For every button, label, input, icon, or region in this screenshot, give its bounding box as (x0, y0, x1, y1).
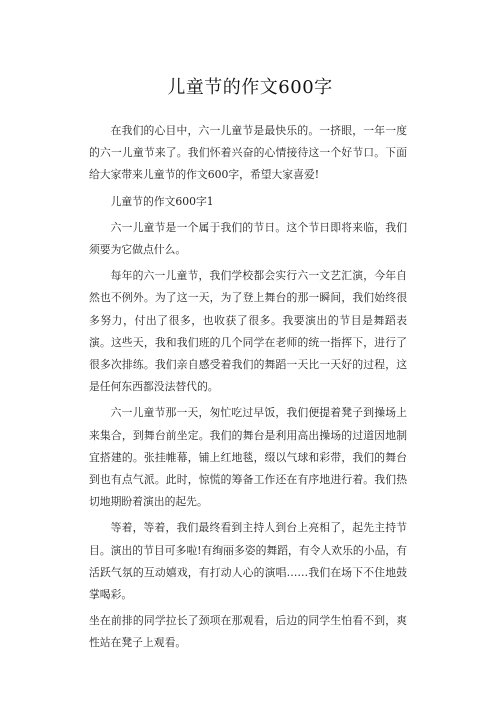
paragraph: 六一儿童节那一天，匆忙吃过早饭，我们便提着凳子到操场上来集合，到舞台前坐定。我们的舞台是利用高出操场的过道因地制宜搭建的。张挂帷幕，铺上红地毯，缀以气球和彩带，我们的舞台到也有点气派。此时，惊慌的筹备工作还在有序地进行着。我们热切地期盼着演出的起先。 (89, 406, 407, 509)
document-body (89, 120, 407, 659)
paragraph: 坐在前排的同学拉长了颈项在那观看，后边的同学生怕看不到，爽性站在凳子上观看。 (89, 614, 407, 650)
paragraph: 每年的六一儿童节，我们学校都会实行六一文艺汇演，今年自然也不例外。为了这一天，为了登上舞台的那一瞬间，我们始终很多努力，付出了很多，也收获了很多。我要演出的节目是舞蹈表演。这些天，我和我们班的几个同学在老师的统一指挥下，进行了很多次排练。我们亲自感受着我们的舞蹈一天比一天好的过程，这是任何东西都没法替代的。 (89, 269, 407, 394)
paragraph: 六一儿童节是一个属于我们的节日。这个节日即将来临，我们须要为它做点什么。 (89, 220, 407, 257)
section-heading: 儿童节的作文600字1 (110, 194, 214, 208)
document-title: 儿童节的作文600字 (167, 77, 333, 98)
paragraph: 等着，等着，我们最终看到主持人到台上亮相了，起先主持节目。演出的节目可多啦!有绚丽多姿的舞蹈，有令人欢乐的小品，有活跃气氛的互动嬉戏，有打动人心的演唱……我们在场下不住地鼓掌喝彩。 (89, 521, 407, 602)
paragraph-intro: 在我们的心目中，六一儿童节是最快乐的。一挤眼，一年一度的六一儿童节来了。我们怀着兴奋的心情接待这一个好节口。下面给大家带来儿童节的作文600字，希望大家喜爱! (89, 124, 407, 182)
